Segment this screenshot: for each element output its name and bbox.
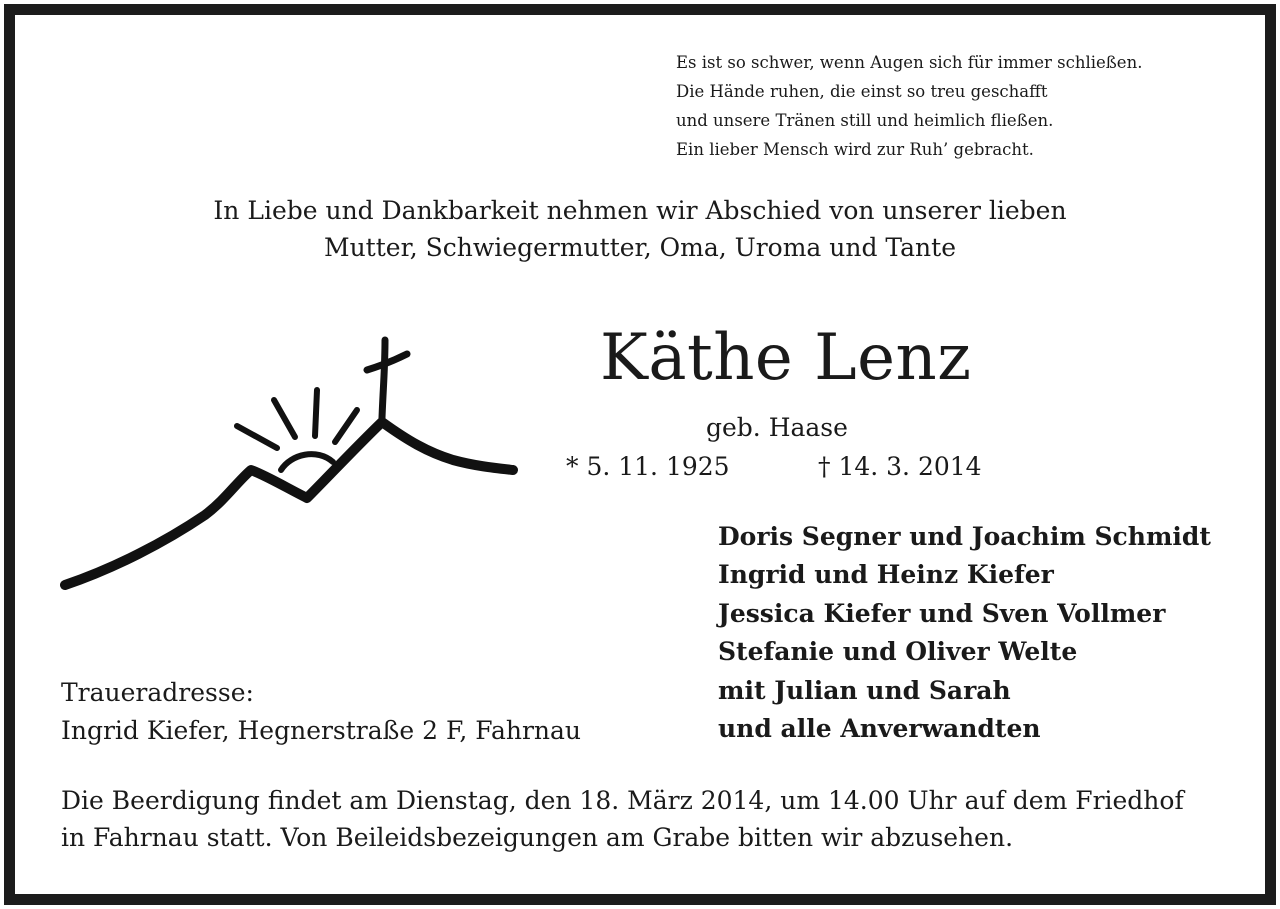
mourner-line: Jessica Kiefer und Sven Vollmer xyxy=(718,598,1166,628)
intro-line: In Liebe und Dankbarkeit nehmen wir Abschied von unserer lieben xyxy=(213,196,1067,225)
sun-ray xyxy=(237,426,277,448)
sun-ray xyxy=(274,400,295,437)
sun-arc xyxy=(281,454,333,470)
address-label: Traueradresse: xyxy=(61,678,254,707)
mourner-line: Ingrid und Heinz Kiefer xyxy=(718,560,1054,590)
intro-line: Mutter, Schwiegermutter, Oma, Uroma und Tante xyxy=(323,233,956,262)
poem-line: Es ist so schwer, wenn Augen sich für immer schließen. xyxy=(676,53,1143,72)
funeral-line: in Fahrnau statt. Von Beileidsbezeigungen am Grabe bitten wir abzusehen. xyxy=(61,823,1014,852)
sun-ray xyxy=(335,410,357,442)
poem-line: und unsere Tränen still und heimlich fließen. xyxy=(676,111,1054,130)
deceased-name: Käthe Lenz xyxy=(600,321,972,395)
poem xyxy=(676,48,1142,164)
mountain-ridge xyxy=(65,422,513,585)
death-date: † 14. 3. 2014 xyxy=(818,452,982,481)
poem-line: Die Hände ruhen, die einst so treu geschafft xyxy=(676,82,1048,101)
intro-text xyxy=(0,192,1280,266)
cross-vertical xyxy=(382,340,385,418)
funeral-line: Die Beerdigung findet am Dienstag, den 18. März 2014, um 14.00 Uhr auf dem Friedhof xyxy=(61,786,1184,815)
mourners-list xyxy=(718,518,1211,748)
mourner-line: Stefanie und Oliver Welte xyxy=(718,637,1078,667)
mourner-line: mit Julian und Sarah xyxy=(718,675,1011,705)
mourner-line: Doris Segner und Joachim Schmidt xyxy=(718,522,1211,551)
address-value: Ingrid Kiefer, Hegnerstraße 2 F, Fahrnau xyxy=(61,716,582,745)
sun-ray xyxy=(315,390,317,436)
birth-date: * 5. 11. 1925 xyxy=(566,452,730,481)
funeral-notice xyxy=(61,782,1184,856)
mourning-address xyxy=(61,674,581,750)
mountain-sun-cross-icon xyxy=(55,330,525,600)
mourner-line: und alle Anverwandten xyxy=(718,714,1041,744)
maiden-name: geb. Haase xyxy=(706,413,848,442)
poem-line: Ein lieber Mensch wird zur Ruh’ gebracht. xyxy=(676,140,1034,159)
